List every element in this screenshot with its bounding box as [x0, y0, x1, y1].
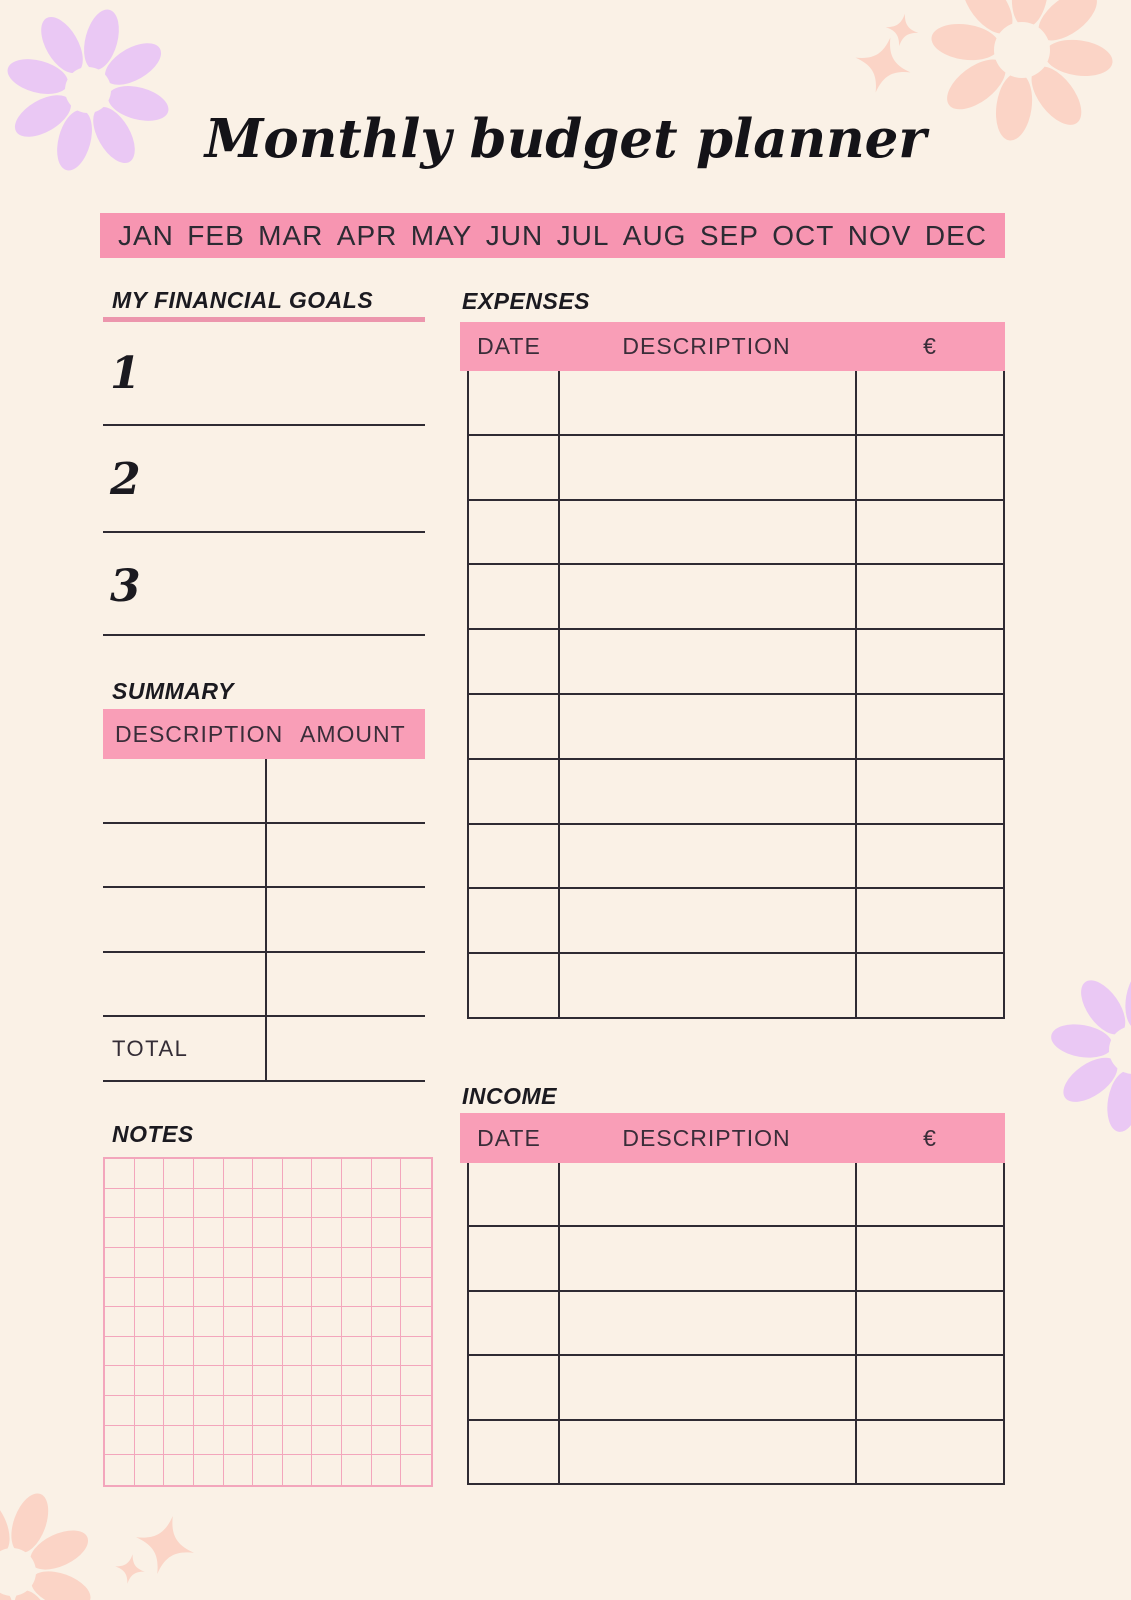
table-cell	[857, 1163, 1003, 1225]
table-cell	[469, 371, 560, 434]
notes-grid-cell	[312, 1248, 342, 1278]
notes-grid-cell	[342, 1396, 372, 1426]
notes-grid-cell	[105, 1218, 135, 1248]
page-title: Monthly budget planner	[204, 108, 927, 170]
month-label: MAY	[410, 219, 473, 251]
sparkle-icon-bottom-left	[110, 1505, 205, 1600]
notes-grid-cell	[224, 1278, 254, 1308]
notes-grid-cell	[401, 1248, 431, 1278]
table-cell	[857, 565, 1003, 628]
month-label: AUG	[622, 219, 687, 251]
notes-grid-cell	[372, 1159, 402, 1189]
table-row	[469, 695, 1003, 760]
expenses-column-description: DESCRIPTION	[622, 333, 791, 359]
notes-grid-cell	[164, 1455, 194, 1485]
table-cell	[560, 1356, 857, 1418]
expenses-table	[467, 371, 1005, 1019]
table-cell	[103, 824, 267, 887]
notes-grid-cell	[342, 1159, 372, 1189]
notes-grid-cell	[312, 1278, 342, 1308]
table-cell	[857, 1292, 1003, 1354]
table-cell	[560, 954, 857, 1017]
notes-grid-cell	[283, 1426, 313, 1456]
table-cell	[857, 630, 1003, 693]
table-cell	[560, 889, 857, 952]
notes-grid-cell	[372, 1455, 402, 1485]
table-cell	[857, 825, 1003, 888]
notes-grid-cell	[372, 1189, 402, 1219]
income-table	[467, 1163, 1005, 1485]
notes-grid-cell	[253, 1455, 283, 1485]
income-header	[460, 1113, 1005, 1163]
table-cell	[469, 825, 560, 888]
table-cell	[560, 695, 857, 758]
notes-grid-cell	[164, 1307, 194, 1337]
expenses-column-currency: €	[923, 333, 937, 359]
notes-grid-cell	[283, 1455, 313, 1485]
month-label: JAN	[118, 219, 174, 251]
notes-grid-cell	[105, 1366, 135, 1396]
table-cell	[267, 759, 425, 822]
goals-heading-underline	[103, 317, 425, 322]
notes-grid-cell	[224, 1455, 254, 1485]
notes-grid-cell	[194, 1426, 224, 1456]
table-cell	[857, 1227, 1003, 1289]
table-cell	[857, 1421, 1003, 1483]
notes-grid-cell	[372, 1337, 402, 1367]
table-cell	[267, 824, 425, 887]
notes-grid-cell	[164, 1218, 194, 1248]
table-cell	[469, 1292, 560, 1354]
table-cell	[857, 695, 1003, 758]
notes-grid-cell	[253, 1278, 283, 1308]
month-label: APR	[336, 219, 398, 251]
notes-grid-cell	[105, 1455, 135, 1485]
table-cell	[560, 630, 857, 693]
goals-heading: MY FINANCIAL GOALS	[112, 287, 374, 313]
table-cell	[469, 436, 560, 499]
notes-grid-cell	[253, 1396, 283, 1426]
income-column-description: DESCRIPTION	[622, 1124, 791, 1151]
expenses-heading: EXPENSES	[462, 288, 590, 314]
notes-grid-cell	[224, 1218, 254, 1248]
notes-grid-cell	[372, 1307, 402, 1337]
summary-total-amount	[267, 1017, 425, 1080]
summary-total-row	[103, 1017, 425, 1082]
notes-grid-cell	[401, 1337, 431, 1367]
table-cell	[267, 953, 425, 1016]
notes-grid-cell	[253, 1159, 283, 1189]
table-cell	[103, 953, 267, 1016]
notes-grid-cell	[312, 1159, 342, 1189]
notes-grid-cell	[164, 1159, 194, 1189]
notes-grid-cell	[194, 1307, 224, 1337]
notes-grid-cell	[401, 1278, 431, 1308]
table-cell	[560, 501, 857, 564]
table-cell	[560, 371, 857, 434]
notes-grid-cell	[372, 1396, 402, 1426]
table-cell	[469, 565, 560, 628]
notes-grid-cell	[342, 1426, 372, 1456]
table-cell	[469, 1421, 560, 1483]
table-cell	[469, 1356, 560, 1418]
table-row	[469, 889, 1003, 954]
notes-grid-cell	[253, 1426, 283, 1456]
goal-line-1	[103, 424, 425, 426]
table-cell	[857, 501, 1003, 564]
notes-grid-cell	[105, 1307, 135, 1337]
table-row	[103, 824, 425, 889]
notes-grid-cell	[342, 1455, 372, 1485]
notes-grid-cell	[283, 1366, 313, 1396]
table-cell	[857, 436, 1003, 499]
notes-grid-cell	[401, 1218, 431, 1248]
notes-grid-cell	[135, 1426, 165, 1456]
notes-grid-cell	[312, 1337, 342, 1367]
goal-line-2	[103, 531, 425, 533]
table-cell	[560, 1227, 857, 1289]
notes-grid-cell	[135, 1396, 165, 1426]
notes-grid-cell	[164, 1189, 194, 1219]
notes-grid-cell	[312, 1218, 342, 1248]
notes-grid-cell	[401, 1366, 431, 1396]
flower-icon-bottom-left	[0, 1472, 112, 1600]
table-cell	[560, 1292, 857, 1354]
goal-number-3: 3	[110, 561, 141, 612]
table-row	[469, 1292, 1003, 1356]
notes-grid-cell	[164, 1337, 194, 1367]
table-cell	[857, 760, 1003, 823]
notes-grid-cell	[253, 1189, 283, 1219]
month-label: JUN	[485, 219, 544, 251]
expenses-column-date: DATE	[477, 333, 541, 359]
notes-grid-cell	[105, 1248, 135, 1278]
notes-grid-cell	[401, 1426, 431, 1456]
notes-grid-cell	[401, 1189, 431, 1219]
notes-grid-cell	[194, 1189, 224, 1219]
notes-grid-cell	[224, 1307, 254, 1337]
notes-grid-cell	[401, 1396, 431, 1426]
notes-grid-cell	[283, 1278, 313, 1308]
notes-grid-cell	[253, 1366, 283, 1396]
table-row	[469, 954, 1003, 1019]
table-cell	[267, 888, 425, 951]
sparkle-icon-top-right	[845, 3, 925, 103]
month-label: FEB	[187, 219, 245, 251]
notes-grid-cell	[253, 1307, 283, 1337]
notes-grid-cell	[224, 1248, 254, 1278]
notes-grid-cell	[105, 1426, 135, 1456]
notes-grid-cell	[283, 1218, 313, 1248]
notes-grid-cell	[224, 1189, 254, 1219]
table-cell	[469, 630, 560, 693]
notes-grid-cell	[135, 1159, 165, 1189]
table-cell	[857, 371, 1003, 434]
notes-grid-cell	[372, 1218, 402, 1248]
table-row	[469, 760, 1003, 825]
table-cell	[469, 695, 560, 758]
notes-grid-cell	[164, 1248, 194, 1278]
goal-number-1: 1	[110, 348, 141, 399]
table-cell	[560, 436, 857, 499]
summary-table	[103, 759, 425, 1082]
notes-grid-cell	[312, 1455, 342, 1485]
notes-grid-cell	[342, 1307, 372, 1337]
notes-grid-cell	[253, 1337, 283, 1367]
notes-grid-cell	[105, 1159, 135, 1189]
notes-grid-cell	[253, 1218, 283, 1248]
goal-line-3	[103, 634, 425, 636]
notes-grid-cell	[283, 1159, 313, 1189]
notes-grid-cell	[194, 1396, 224, 1426]
notes-grid-cell	[401, 1159, 431, 1189]
notes-grid-cell	[135, 1218, 165, 1248]
notes-grid-cell	[135, 1337, 165, 1367]
notes-grid-cell	[224, 1396, 254, 1426]
notes-grid-cell	[105, 1278, 135, 1308]
table-row	[103, 759, 425, 824]
notes-grid-cell	[224, 1337, 254, 1367]
notes-grid-cell	[312, 1189, 342, 1219]
table-cell	[103, 759, 267, 822]
month-label: JUL	[556, 219, 610, 251]
month-label: OCT	[772, 219, 835, 251]
expenses-header	[460, 322, 1005, 371]
notes-grid-cell	[194, 1455, 224, 1485]
summary-total-label: TOTAL	[103, 1017, 267, 1080]
month-label: MAR	[258, 219, 324, 251]
notes-grid-cell	[135, 1366, 165, 1396]
notes-grid-cell	[164, 1426, 194, 1456]
notes-grid-cell	[135, 1307, 165, 1337]
table-cell	[469, 954, 560, 1017]
notes-grid-cell	[342, 1337, 372, 1367]
table-cell	[560, 760, 857, 823]
month-label: NOV	[847, 219, 912, 251]
table-row	[469, 1163, 1003, 1227]
notes-grid-cell	[194, 1159, 224, 1189]
table-row	[469, 371, 1003, 436]
notes-grid-cell	[372, 1278, 402, 1308]
notes-grid-cell	[372, 1248, 402, 1278]
notes-grid-cell	[164, 1396, 194, 1426]
notes-grid-cell	[342, 1248, 372, 1278]
summary-heading: SUMMARY	[112, 678, 234, 704]
table-cell	[469, 501, 560, 564]
table-cell	[560, 1163, 857, 1225]
notes-grid-cell	[283, 1189, 313, 1219]
notes-grid-cell	[194, 1366, 224, 1396]
summary-column-description: DESCRIPTION	[115, 720, 284, 747]
notes-grid-cell	[342, 1189, 372, 1219]
table-cell	[469, 760, 560, 823]
notes-grid-cell	[194, 1278, 224, 1308]
notes-grid-cell	[342, 1366, 372, 1396]
notes-grid-cell	[312, 1426, 342, 1456]
income-column-currency: €	[923, 1124, 937, 1151]
notes-grid-cell	[253, 1248, 283, 1278]
table-row	[469, 1421, 1003, 1485]
notes-grid-cell	[283, 1337, 313, 1367]
table-cell	[857, 954, 1003, 1017]
notes-grid-cell	[135, 1455, 165, 1485]
month-label: DEC	[924, 219, 987, 251]
table-cell	[857, 889, 1003, 952]
table-row	[469, 1356, 1003, 1420]
table-row	[103, 953, 425, 1018]
table-cell	[560, 565, 857, 628]
notes-grid-cell	[135, 1248, 165, 1278]
notes-heading: NOTES	[112, 1121, 194, 1147]
notes-grid-cell	[164, 1366, 194, 1396]
table-cell	[103, 888, 267, 951]
table-row	[469, 565, 1003, 630]
notes-grid-cell	[105, 1396, 135, 1426]
notes-grid-cell	[312, 1396, 342, 1426]
table-row	[103, 888, 425, 953]
month-bar	[100, 213, 1005, 258]
notes-grid-cell	[401, 1307, 431, 1337]
notes-grid-cell	[283, 1248, 313, 1278]
notes-grid-cell	[401, 1455, 431, 1485]
table-cell	[469, 1227, 560, 1289]
notes-grid-cell	[342, 1218, 372, 1248]
notes-grid-cell	[224, 1159, 254, 1189]
notes-grid-cell	[312, 1307, 342, 1337]
summary-rows	[103, 759, 425, 1017]
notes-grid-cell	[283, 1307, 313, 1337]
notes-grid-cell	[164, 1278, 194, 1308]
notes-grid-cell	[224, 1366, 254, 1396]
notes-grid-cell	[283, 1396, 313, 1426]
table-row	[469, 436, 1003, 501]
table-cell	[857, 1356, 1003, 1418]
notes-grid-cell	[105, 1337, 135, 1367]
notes-grid-cell	[342, 1278, 372, 1308]
notes-grid-cell	[372, 1426, 402, 1456]
table-cell	[560, 825, 857, 888]
table-row	[469, 501, 1003, 566]
table-cell	[469, 889, 560, 952]
income-heading: INCOME	[462, 1083, 557, 1109]
income-column-date: DATE	[477, 1124, 541, 1151]
summary-header	[103, 709, 425, 759]
notes-grid-cell	[194, 1337, 224, 1367]
table-row	[469, 825, 1003, 890]
notes-grid-cell	[105, 1189, 135, 1219]
notes-grid-cell	[312, 1366, 342, 1396]
notes-grid-cell	[135, 1278, 165, 1308]
flower-icon-right	[1033, 950, 1131, 1150]
table-cell	[560, 1421, 857, 1483]
summary-column-amount: AMOUNT	[300, 720, 406, 747]
notes-grid	[103, 1157, 433, 1487]
notes-grid-cell	[194, 1248, 224, 1278]
month-label: SEP	[699, 219, 759, 251]
notes-grid-cell	[224, 1426, 254, 1456]
notes-grid-cell	[194, 1218, 224, 1248]
notes-grid-cell	[135, 1189, 165, 1219]
table-row	[469, 1227, 1003, 1291]
table-row	[469, 630, 1003, 695]
table-cell	[469, 1163, 560, 1225]
goal-number-2: 2	[110, 454, 141, 505]
notes-grid-cell	[372, 1366, 402, 1396]
